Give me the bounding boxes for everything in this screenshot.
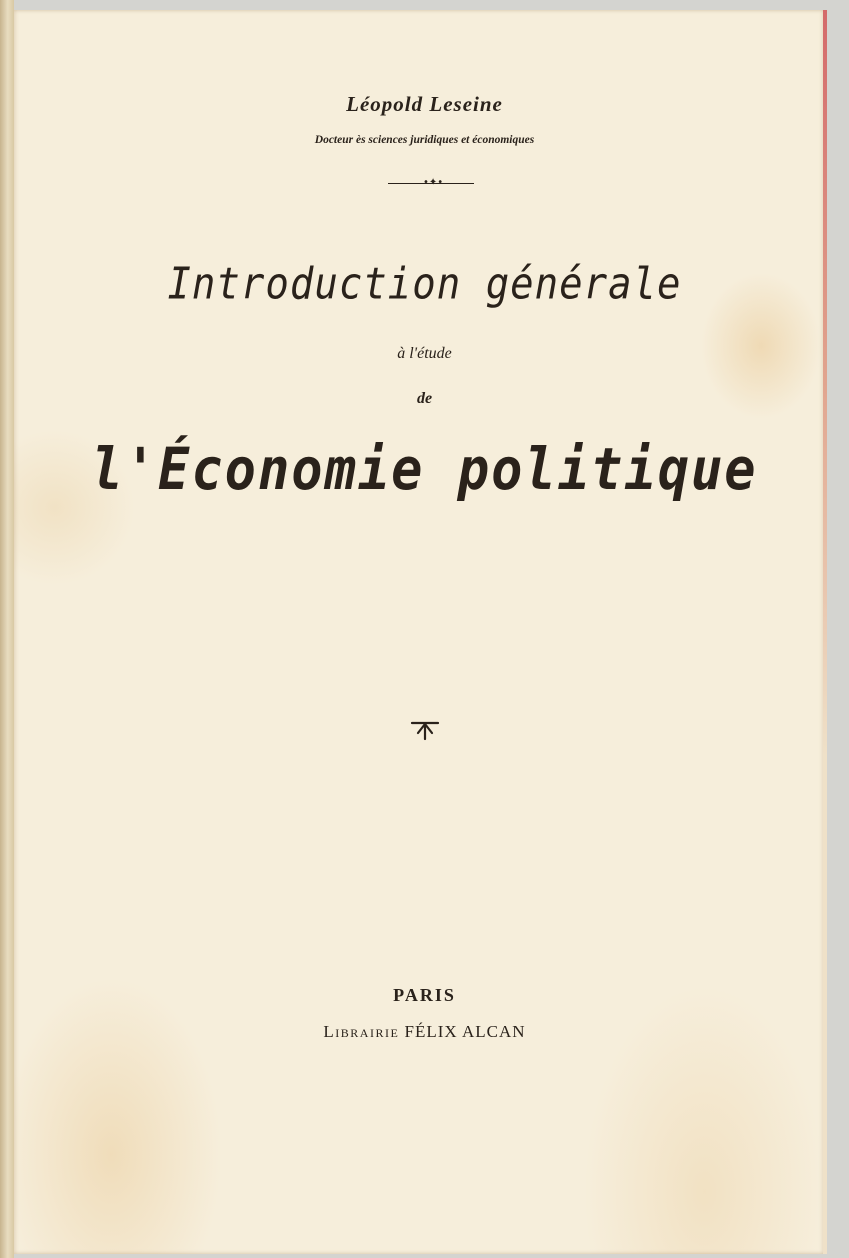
author-name: Léopold Leseine [346,92,503,116]
title-page [14,10,826,1254]
title-line-2: l'Économie politique [91,436,758,504]
publisher-name: FÉLIX ALCAN [404,1022,526,1041]
publisher [0,1022,849,1042]
publication-place: PARIS [393,985,456,1005]
ornamental-rule-icon: •✦• [423,177,444,188]
publisher-prefix: Librairie [323,1022,400,1041]
title-line-1: Introduction générale [167,259,682,310]
page-red-edge [823,10,827,1254]
title-connector-1: à l'étude [397,345,452,362]
fleuron-svg [410,719,440,741]
title-connector-2: de [416,390,433,407]
author-credentials: Docteur ès sciences juridiques et économiques [314,134,535,146]
fleuron-icon [0,718,849,748]
book-spine-edge [0,0,14,1258]
